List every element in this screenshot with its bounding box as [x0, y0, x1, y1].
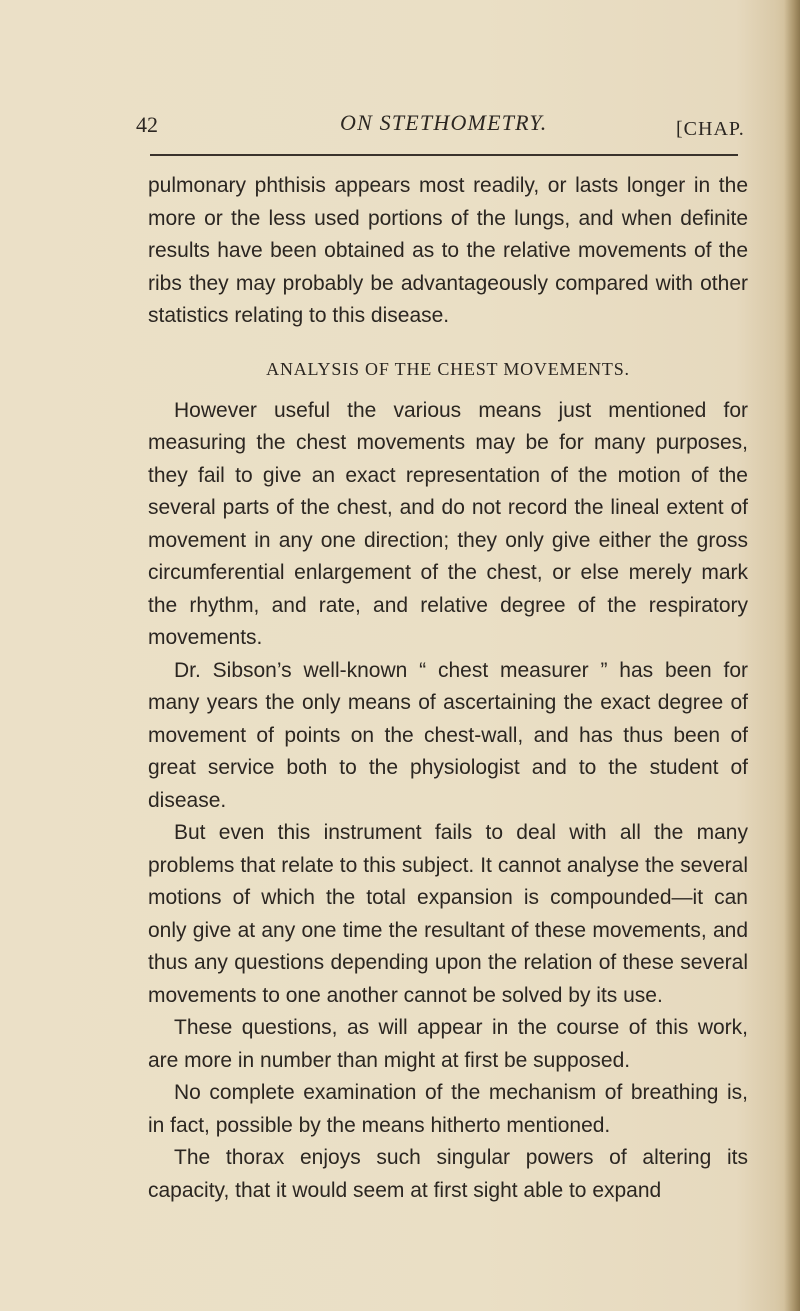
chapter-mark: [CHAP. — [676, 118, 745, 140]
running-title: ON STETHOMETRY. — [340, 110, 548, 135]
paragraph: These questions, as will appear in the course of this work, are more in number than might at first be supposed. — [148, 1016, 748, 1072]
paragraph: No complete examination of the mechanism of breathing is, in fact, possible by the means hitherto mentioned. — [148, 1081, 748, 1137]
paragraph: Dr. Sibson’s well-known “ chest measurer ” has been for many years the only means of ascertaining the exact degree of movement of points on the chest-wall, and has thus been of great service both to the physiologist and to the student of disease. — [148, 658, 748, 812]
body-text — [148, 170, 748, 1207]
paragraph: However useful the various means just mentioned for measuring the chest movements may be for many purposes, they fail to give an exact representation of the motion of the several parts of the chest, and do not record the lineal extent of movement in any one direction; they only give either the gross circumferential enlargement of the chest, or else merely mark the rhythm, and rate, and relative degree of the respiratory movements. — [148, 398, 748, 649]
page-number: 42 — [136, 112, 158, 137]
paragraph: pulmonary phthisis appears most readily, or lasts longer in the more or the less used portions of the lungs, and when definite results have been obtained as to the relative movements of the ribs they may probably be advantageously compared with other statistics relating to this disease. — [148, 174, 748, 327]
paragraph: But even this instrument fails to deal with all the many problems that relate to this subject. It cannot analyse the several motions of which the total expansion is compounded—it can only give at any one time the resultant of these movements, and thus any questions depending upon the relation of these several movements to one another cannot be solved by its use. — [148, 821, 748, 1007]
section-heading: ANALYSIS OF THE CHEST MOVEMENTS. — [266, 358, 630, 379]
paragraph: The thorax enjoys such singular powers of altering its capacity, that it would seem at first sight able to expand — [148, 1146, 748, 1202]
running-header — [136, 112, 746, 152]
header-rule — [150, 154, 738, 156]
page-edge — [784, 0, 800, 1311]
